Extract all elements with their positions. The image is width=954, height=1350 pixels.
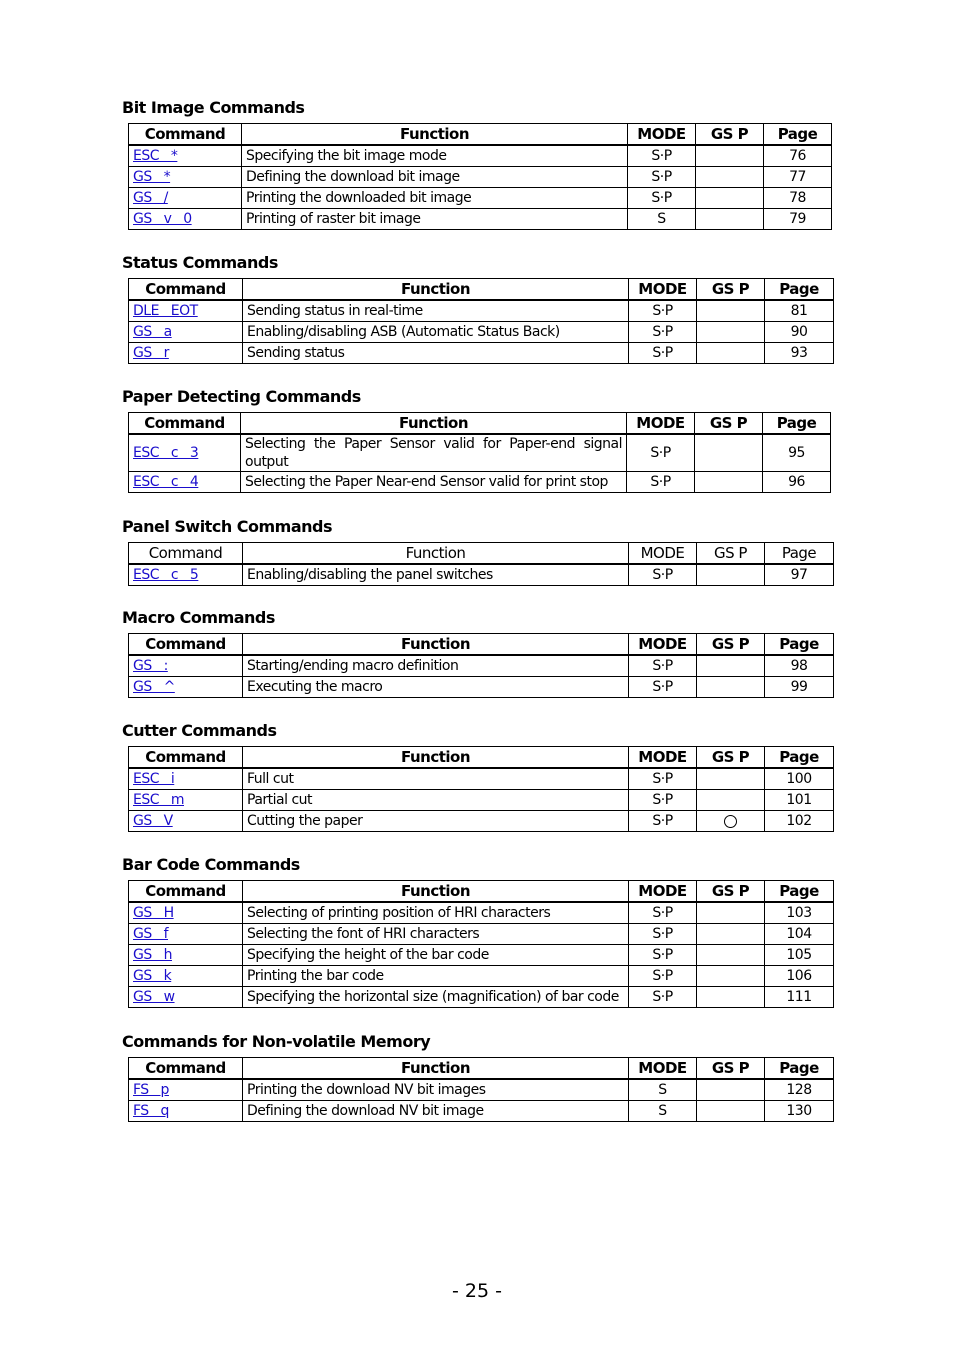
column-header-gsp: GS P [696,124,764,146]
commands-table [128,880,834,1008]
mode-cell: S·P [629,966,697,987]
column-header-mode: MODE [627,413,695,435]
function-cell: Enabling/disabling ASB (Automatic Status Back) [243,322,629,343]
function-cell: Executing the macro [243,677,629,698]
function-cell: Starting/ending macro definition [243,655,629,677]
table-row [129,924,834,945]
command-cell [129,811,243,832]
section-title: Bar Code Commands [122,855,300,874]
command-link[interactable]: GS v 0 [133,211,192,227]
command-link[interactable]: GS r [133,345,169,361]
gsp-cell [697,790,765,811]
gsp-cell [697,987,765,1008]
section-title: Macro Commands [122,608,275,627]
gsp-cell [697,945,765,966]
mode-cell: S·P [628,188,696,209]
gsp-cell [697,966,765,987]
column-header-command: Command [129,413,241,435]
table-header-row [129,413,831,435]
mode-cell: S·P [629,677,697,698]
command-cell [129,188,242,209]
table-row [129,1079,834,1101]
function-cell: Full cut [243,768,629,790]
function-cell: Printing the download NV bit images [243,1079,629,1101]
gsp-cell [697,343,765,364]
command-cell [129,768,243,790]
section-title: Paper Detecting Commands [122,387,361,406]
commands-table [128,1057,834,1122]
section-status [122,252,834,364]
command-link[interactable]: ESC c 4 [133,474,199,490]
page-cell: 95 [763,434,831,472]
column-header-command: Command [129,881,243,903]
commands-table [128,412,831,493]
function-cell: Selecting the Paper Sensor valid for Paper-end signal output [241,434,627,472]
table-row [129,188,832,209]
function-cell: Selecting the font of HRI characters [243,924,629,945]
section-cutter [122,720,834,832]
table-row [129,902,834,924]
function-cell: Selecting the Paper Near-end Sensor valid for print stop [241,472,627,493]
command-link[interactable]: GS k [133,968,172,984]
table-row [129,790,834,811]
column-header-mode: MODE [629,279,697,301]
column-header-mode: MODE [629,881,697,903]
function-cell: Cutting the paper [243,811,629,832]
page-cell: 99 [765,677,834,698]
column-header-command: Command [129,1058,243,1080]
command-cell [129,677,243,698]
gsp-cell [696,167,764,188]
column-header-command: Command [129,279,243,301]
gsp-cell [697,768,765,790]
mode-cell: S·P [629,655,697,677]
command-cell [129,343,243,364]
section-title: Bit Image Commands [122,98,305,117]
page-cell: 100 [765,768,834,790]
commands-table [128,746,834,832]
command-link[interactable]: FS q [133,1103,169,1119]
command-cell [129,322,243,343]
column-header-page: Page [765,634,834,656]
mode-cell: S·P [627,472,695,493]
column-header-page: Page [765,543,834,565]
page-cell: 97 [765,564,834,586]
column-header-gsp: GS P [697,1058,765,1080]
column-header-function: Function [243,634,629,656]
column-header-function: Function [243,1058,629,1080]
mode-cell: S [628,209,696,230]
page-cell: 81 [765,300,834,322]
table-row [129,945,834,966]
table-header-row [129,543,834,565]
command-link[interactable]: GS w [133,989,175,1005]
section-macro [122,607,834,698]
command-cell [129,1101,243,1122]
mode-cell: S·P [629,343,697,364]
column-header-mode: MODE [629,1058,697,1080]
section-paper-detecting [122,386,831,493]
section-nv-memory [122,1031,834,1122]
column-header-command: Command [129,634,243,656]
page-number: - 25 - [452,1280,502,1302]
page-cell: 102 [765,811,834,832]
command-link[interactable]: GS H [133,905,174,921]
table-header-row [129,124,832,146]
table-row [129,966,834,987]
function-cell: Defining the download bit image [242,167,628,188]
function-cell: Printing the downloaded bit image [242,188,628,209]
table-header-row [129,1058,834,1080]
mode-cell: S·P [629,924,697,945]
command-link[interactable]: DLE EOT [133,303,198,319]
commands-table [128,542,834,586]
table-row [129,472,831,493]
gsp-cell [697,811,765,832]
mode-cell: S·P [629,790,697,811]
column-header-function: Function [243,747,629,769]
table-row [129,677,834,698]
command-cell [129,472,241,493]
gsp-cell [697,564,765,586]
command-cell [129,924,243,945]
section-title: Panel Switch Commands [122,517,333,536]
function-cell: Sending status in real-time [243,300,629,322]
page-cell: 79 [764,209,832,230]
column-header-page: Page [765,279,834,301]
section-title: Commands for Non-volatile Memory [122,1032,431,1051]
function-cell: Specifying the horizontal size (magnification) of bar code [243,987,629,1008]
gsp-cell [696,145,764,167]
page-cell: 101 [765,790,834,811]
table-header-row [129,881,834,903]
mode-cell: S·P [629,768,697,790]
section-bar-code [122,854,834,1008]
function-cell: Printing of raster bit image [242,209,628,230]
command-link[interactable]: ESC m [133,792,184,808]
function-cell: Specifying the bit image mode [242,145,628,167]
circle-icon [724,815,737,828]
command-link[interactable]: GS f [133,926,169,942]
page-cell: 130 [765,1101,834,1122]
command-link[interactable]: GS * [133,169,171,185]
table-header-row [129,634,834,656]
column-header-gsp: GS P [695,413,763,435]
mode-cell: S·P [629,300,697,322]
column-header-page: Page [763,413,831,435]
function-cell: Selecting of printing position of HRI characters [243,902,629,924]
mode-cell: S·P [627,434,695,472]
table-row [129,300,834,322]
table-row [129,343,834,364]
command-cell [129,434,241,472]
command-link[interactable]: ESC i [133,771,175,787]
command-cell [129,655,243,677]
command-link[interactable]: GS h [133,947,172,963]
function-cell: Enabling/disabling the panel switches [243,564,629,586]
gsp-cell [697,924,765,945]
column-header-mode: MODE [629,634,697,656]
commands-table [128,278,834,364]
page-cell: 111 [765,987,834,1008]
command-link[interactable]: ESC c 5 [133,567,199,583]
page-cell: 105 [765,945,834,966]
column-header-page: Page [765,747,834,769]
gsp-cell [697,655,765,677]
page-cell: 78 [764,188,832,209]
command-cell [129,790,243,811]
page-cell: 98 [765,655,834,677]
column-header-gsp: GS P [697,881,765,903]
function-cell: Printing the bar code [243,966,629,987]
table-row [129,987,834,1008]
table-row [129,768,834,790]
mode-cell: S·P [628,167,696,188]
column-header-function: Function [242,124,628,146]
mode-cell: S·P [629,945,697,966]
command-cell [129,1079,243,1101]
column-header-mode: MODE [629,747,697,769]
gsp-cell [696,188,764,209]
gsp-cell [697,300,765,322]
section-title: Status Commands [122,253,278,272]
table-row [129,434,831,472]
section-panel-switch [122,516,834,586]
column-header-command: Command [129,747,243,769]
column-header-command: Command [129,124,242,146]
column-header-mode: MODE [628,124,696,146]
command-cell [129,564,243,586]
mode-cell: S [629,1079,697,1101]
mode-cell: S·P [629,564,697,586]
commands-table [128,123,832,230]
mode-cell: S·P [628,145,696,167]
table-row [129,1101,834,1122]
column-header-gsp: GS P [697,634,765,656]
function-cell: Defining the download NV bit image [243,1101,629,1122]
column-header-function: Function [241,413,627,435]
mode-cell: S·P [629,322,697,343]
gsp-cell [696,209,764,230]
page-cell: 104 [765,924,834,945]
command-link[interactable]: GS ^ [133,679,175,695]
table-header-row [129,279,834,301]
page-cell: 76 [764,145,832,167]
function-cell: Specifying the height of the bar code [243,945,629,966]
table-row [129,209,832,230]
column-header-command: Command [129,543,243,565]
mode-cell: S·P [629,811,697,832]
page-cell: 103 [765,902,834,924]
commands-table [128,633,834,698]
gsp-cell [697,677,765,698]
column-header-function: Function [243,543,629,565]
page-cell: 106 [765,966,834,987]
gsp-cell [697,902,765,924]
column-header-page: Page [764,124,832,146]
page-cell: 90 [765,322,834,343]
command-cell [129,167,242,188]
gsp-cell [697,1101,765,1122]
column-header-gsp: GS P [697,543,765,565]
command-cell [129,966,243,987]
command-link[interactable]: FS p [133,1082,169,1098]
column-header-page: Page [765,1058,834,1080]
section-title: Cutter Commands [122,721,277,740]
table-row [129,145,832,167]
mode-cell: S [629,1101,697,1122]
function-cell: Sending status [243,343,629,364]
command-cell [129,945,243,966]
command-link[interactable]: ESC * [133,148,178,164]
command-link[interactable]: GS : [133,658,168,674]
command-link[interactable]: GS a [133,324,172,340]
column-header-gsp: GS P [697,279,765,301]
page-cell: 128 [765,1079,834,1101]
command-link[interactable]: GS V [133,813,173,829]
command-cell [129,300,243,322]
table-row [129,167,832,188]
page-cell: 96 [763,472,831,493]
mode-cell: S·P [629,902,697,924]
table-row [129,322,834,343]
command-cell [129,209,242,230]
column-header-function: Function [243,279,629,301]
function-cell: Partial cut [243,790,629,811]
gsp-cell [697,1079,765,1101]
column-header-function: Function [243,881,629,903]
column-header-page: Page [765,881,834,903]
table-row [129,564,834,586]
command-link[interactable]: GS / [133,190,168,206]
command-cell [129,902,243,924]
gsp-cell [697,322,765,343]
section-bit-image [122,97,832,230]
page-cell: 77 [764,167,832,188]
table-row [129,655,834,677]
command-cell [129,145,242,167]
gsp-cell [695,434,763,472]
table-row [129,811,834,832]
column-header-gsp: GS P [697,747,765,769]
column-header-mode: MODE [629,543,697,565]
mode-cell: S·P [629,987,697,1008]
gsp-cell [695,472,763,493]
table-header-row [129,747,834,769]
command-cell [129,987,243,1008]
command-link[interactable]: ESC c 3 [133,445,199,461]
page-cell: 93 [765,343,834,364]
